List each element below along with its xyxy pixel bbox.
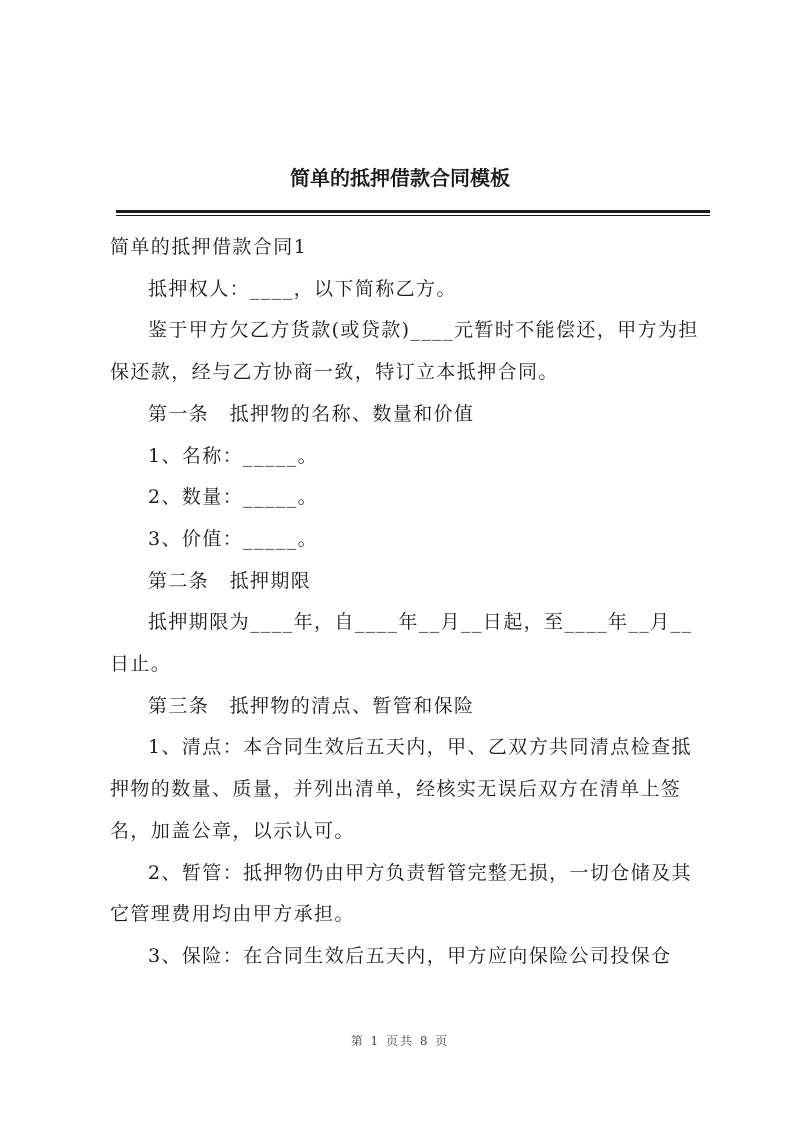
list-item: 2、暂管：抵押物仍由甲方负责暂管完整无损，一切仓储及其它管理费用均由甲方承担。 [110, 861, 692, 926]
title-divider-thin [116, 215, 710, 216]
article-heading: 第二条 抵押期限 [148, 569, 312, 592]
page-footer: 第 1 页共 8 页 [350, 1034, 450, 1048]
document-body [110, 227, 710, 978]
paragraph: 抵押期限为____年，自____年__月__日起，至____年__月__日止。 [110, 611, 693, 676]
article-heading: 第三条 抵押物的清点、暂管和保险 [148, 694, 475, 717]
list-item: 1、清点：本合同生效后五天内，甲、乙双方共同清点检查抵押物的数量、质量，并列出清单，经核实无误后双方在清单上签名，加盖公章，以示认可。 [110, 736, 692, 842]
article-heading: 第一条 抵押物的名称、数量和价值 [148, 402, 475, 425]
list-item: 2、数量：_____。 [148, 486, 318, 509]
paragraph: 鉴于甲方欠乙方货款(或贷款)____元暂时不能偿还，甲方为担保还款，经与乙方协商一致，特订立本抵押合同。 [110, 319, 699, 384]
paragraph: 抵押权人：____，以下简称乙方。 [148, 277, 457, 300]
list-item: 3、保险：在合同生效后五天内，甲方应向保险公司投保仓 [148, 944, 672, 967]
document-title: 简单的抵押借款合同模板 [290, 166, 510, 190]
list-item: 3、价值：_____。 [148, 527, 318, 550]
section-heading: 简单的抵押借款合同1 [110, 236, 308, 258]
list-item: 1、名称：_____。 [148, 444, 318, 467]
title-divider-thick [116, 210, 710, 213]
